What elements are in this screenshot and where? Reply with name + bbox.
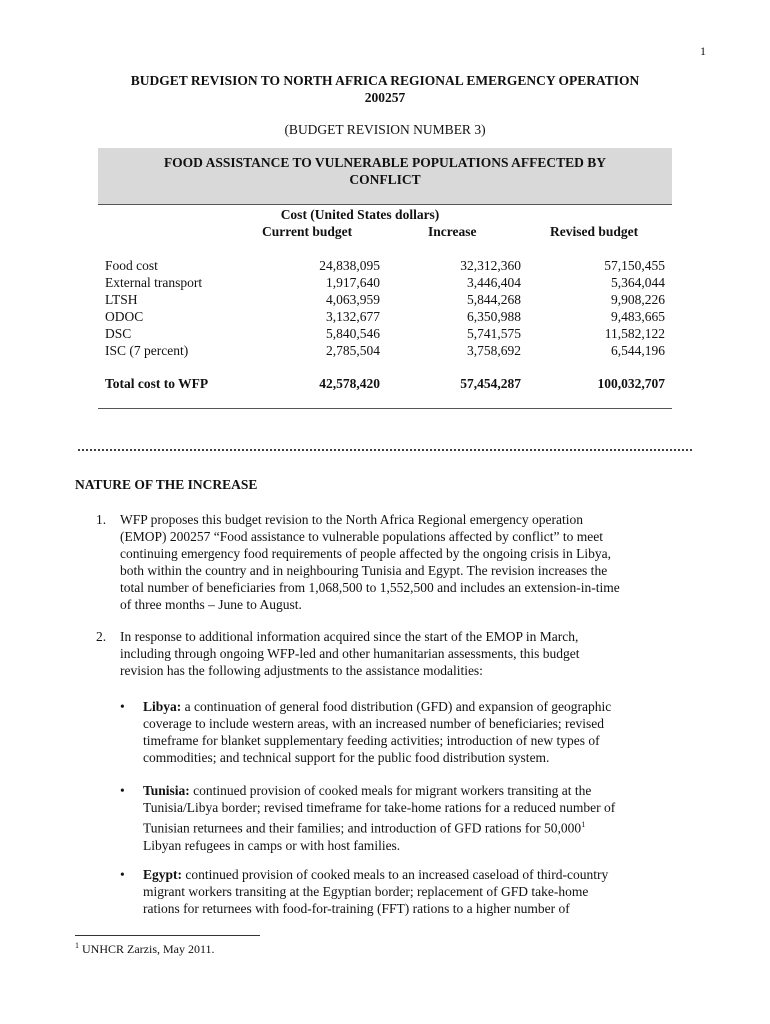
paragraph-line: coverage to include western areas, with an increased number of beneficiaries; revised [143,716,605,731]
current-value: 3,132,677 [326,309,380,324]
current-value: 2,785,504 [326,343,380,358]
footnote [75,941,215,957]
paragraph-line [143,816,698,837]
paragraph-line: (EMOP) 200257 “Food assistance to vulnerable populations affected by conflict” to meet [120,529,604,544]
paragraph-line: Tunisia/Libya border; revised timeframe for take-home rations for a reduced number of [143,800,616,815]
bullet-icon: • [120,783,125,798]
footnote-text: UNHCR Zarzis, May 2011. [79,942,215,956]
table-bottom-rule [98,408,672,409]
title-line-1: BUDGET REVISION TO NORTH AFRICA REGIONAL EMERGENCY OPERATION [130,73,640,88]
page-number: 1 [700,44,706,58]
paragraph-line: total number of beneficiaries from 1,068,500 to 1,552,500 and includes an extension-in-time [120,580,620,595]
document-title [80,72,690,106]
bullet-tunisia [143,782,698,854]
increase-value: 5,741,575 [467,326,521,341]
paragraph-line: In response to additional information acquired since the start of the EMOP in March, [120,629,579,644]
bullet-text: continued provision of cooked meals for migrant workers transiting at the [189,783,592,798]
cost-header: Cost (United States dollars) [280,207,440,222]
revised-value: 11,582,122 [604,326,665,341]
paragraph-line: timeframe for blanket supplementary feeding activities; introduction of new types of [143,733,600,748]
total-current: 42,578,420 [319,376,380,391]
paragraph-line: Libyan refugees in camps or with host families. [143,837,401,853]
revised-value: 57,150,455 [604,258,665,273]
paragraph-number: 2. [96,629,107,644]
row-label: LTSH [105,292,138,307]
bullet-text: Tunisian returnees and their families; and introduction of GFD rations for 50,000 [143,820,582,836]
bullet-text: continued provision of cooked meals to an increased caseload of third-country [182,867,609,882]
paragraph-line: both within the country and in neighbouring Tunisia and Egypt. The revision increases the [120,563,608,578]
document-subtitle: (BUDGET REVISION NUMBER 3) [284,122,486,137]
bullet-term: Libya: [143,699,182,714]
bullet-icon: • [120,867,125,882]
increase-value: 6,350,988 [467,309,521,324]
row-label: External transport [105,275,203,290]
paragraph-line: continuing emergency food requirements of people affected by the ongoing crisis in Libya, [120,546,611,561]
paragraph-line: migrant workers transiting at the Egyptian border; replacement of GFD take-home [143,884,589,899]
section-separator [78,449,692,451]
increase-value: 3,446,404 [467,275,521,290]
table-top-rule [98,204,672,205]
current-value: 5,840,546 [326,326,380,341]
paragraph-line: of three months – June to August. [120,597,302,612]
current-value: 4,063,959 [326,292,380,307]
increase-value: 3,758,692 [467,343,521,358]
revised-value: 5,364,044 [611,275,665,290]
revised-value: 9,483,665 [611,309,665,324]
total-label: Total cost to WFP [105,376,209,391]
paragraph-line: including through ongoing WFP-led and other humanitarian assessments, this budget [120,646,580,661]
increase-value: 5,844,268 [467,292,521,307]
table-heading-line-2: CONFLICT [349,172,421,187]
current-value: 1,917,640 [326,275,380,290]
col-increase: Increase [428,224,477,239]
footnote-ref[interactable]: 1 [581,820,586,829]
paragraph-line: revision has the following adjustments to the assistance modalities: [120,663,483,678]
col-current-budget: Current budget [262,224,353,239]
paragraph-line [143,866,698,883]
paragraph-line [143,782,698,799]
revised-value: 9,908,226 [611,292,665,307]
total-increase: 57,454,287 [460,376,521,391]
bullet-term: Tunisia: [143,783,190,798]
row-label: ISC (7 percent) [105,343,189,358]
section-heading: NATURE OF THE INCREASE [75,477,258,492]
footnote-rule [75,935,260,936]
paragraph-line: rations for returnees with food-for-training (FFT) rations to a higher number of [143,901,570,916]
revised-value: 6,544,196 [611,343,665,358]
current-value: 24,838,095 [319,258,380,273]
paragraph-1 [120,511,698,613]
bullet-icon: • [120,699,125,714]
bullet-text: a continuation of general food distribution (GFD) and expansion of geographic [181,699,612,714]
increase-value: 32,312,360 [460,258,521,273]
paragraph-number: 1. [96,512,107,527]
paragraph-line: commodities; and technical support for the public food distribution system. [143,750,550,765]
title-line-2: 200257 [364,90,406,105]
row-label: DSC [105,326,132,341]
bullet-egypt [143,866,698,917]
table-heading [98,148,672,204]
total-revised: 100,032,707 [597,376,665,391]
row-label: Food cost [105,258,158,273]
row-label: ODOC [105,309,144,324]
bullet-libya [143,698,698,766]
paragraph-line [143,698,698,715]
bullet-term: Egypt: [143,867,183,882]
table-heading-line-1: FOOD ASSISTANCE TO VULNERABLE POPULATIONS AFFECTED BY [163,155,607,170]
paragraph-2 [120,628,698,679]
col-revised-budget: Revised budget [550,224,639,239]
footnote-mark: 1 [75,941,79,950]
paragraph-line: WFP proposes this budget revision to the North Africa Regional emergency operation [120,512,584,527]
